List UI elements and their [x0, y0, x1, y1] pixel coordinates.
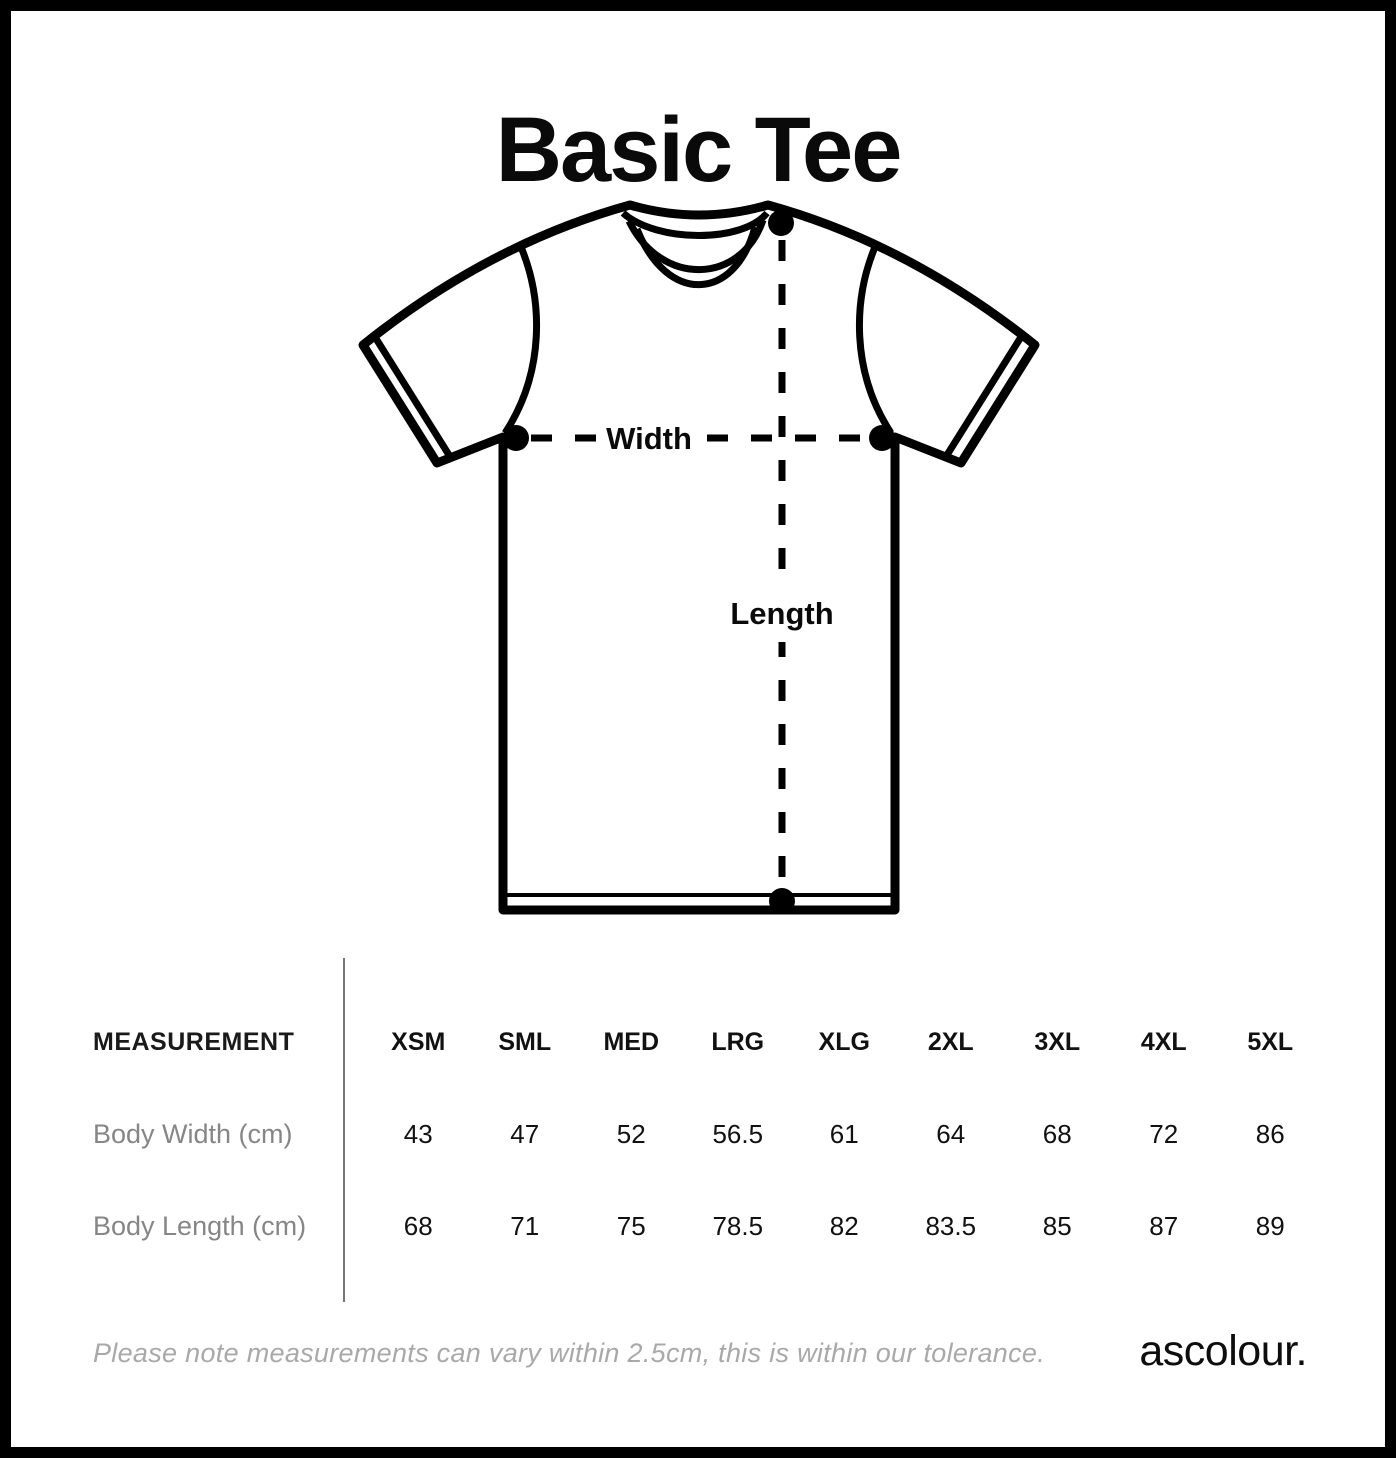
body-width-sml: 47: [510, 1119, 540, 1149]
body-length-2xl: 83.5: [925, 1211, 977, 1241]
body-width-med: 52: [616, 1119, 646, 1149]
page-title: Basic Tee: [495, 98, 901, 201]
body-width-3xl: 68: [1042, 1119, 1072, 1149]
body-width-5xl: 86: [1255, 1119, 1285, 1149]
body-length-3xl: 85: [1042, 1211, 1072, 1241]
right-cuff-line: [947, 337, 1021, 455]
shoulder-measure-dot: [768, 210, 794, 236]
body-width-4xl: 72: [1149, 1119, 1179, 1149]
body-length-xsm: 68: [403, 1211, 433, 1241]
body-length-5xl: 89: [1255, 1211, 1285, 1241]
size-header-5xl: 5XL: [1247, 1027, 1294, 1056]
width-left-dot: [503, 425, 529, 451]
body-length-xlg: 82: [829, 1211, 859, 1241]
body-width-lrg: 56.5: [712, 1119, 764, 1149]
row-label-body-width: Body Width (cm): [93, 1118, 293, 1149]
body-width-xlg: 61: [829, 1119, 859, 1149]
left-cuff-line: [375, 337, 449, 455]
brand-logo: ascolour.: [1139, 1327, 1307, 1375]
body-width-xsm: 43: [403, 1119, 433, 1149]
size-header-4xl: 4XL: [1140, 1027, 1187, 1056]
tshirt-outline: [363, 205, 1035, 910]
tolerance-note: Please note measurements can vary within 2.5cm, this is within our tolerance.: [93, 1338, 1046, 1368]
size-header-2xl: 2XL: [927, 1027, 974, 1056]
size-header-sml: SML: [498, 1027, 552, 1056]
body-width-2xl: 64: [936, 1119, 966, 1149]
body-length-med: 75: [616, 1211, 646, 1241]
width-measure-label: Width: [606, 421, 692, 456]
measurement-header: MEASUREMENT: [93, 1027, 295, 1056]
hem-measure-dot: [769, 888, 795, 914]
right-armhole-seam: [859, 247, 891, 433]
body-length-4xl: 87: [1149, 1211, 1179, 1241]
row-label-body-length: Body Length (cm): [93, 1210, 307, 1241]
width-right-dot: [869, 425, 895, 451]
length-measure-label: Length: [730, 596, 834, 631]
size-header-3xl: 3XL: [1034, 1027, 1081, 1056]
size-header-med: MED: [603, 1027, 660, 1056]
size-header-xsm: XSM: [391, 1027, 446, 1056]
size-table: [93, 996, 1324, 1272]
size-header-xlg: XLG: [818, 1027, 870, 1056]
size-header-lrg: LRG: [711, 1027, 765, 1056]
body-length-lrg: 78.5: [712, 1211, 764, 1241]
left-armhole-seam: [505, 247, 537, 433]
body-length-sml: 71: [510, 1211, 540, 1241]
